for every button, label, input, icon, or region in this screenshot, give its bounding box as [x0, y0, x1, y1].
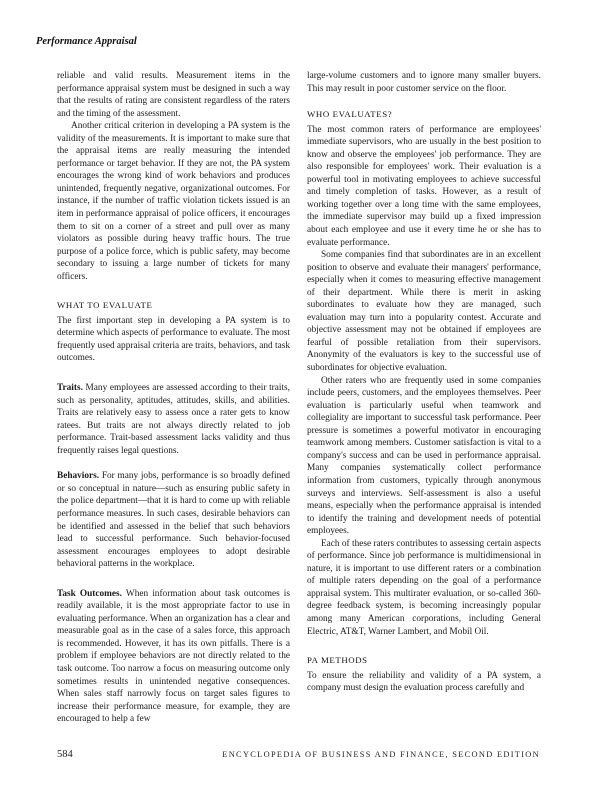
paragraph: The most common raters of performance are employees' immediate supervisors, who are usually in the best position to know and observe the employees' job performance. They are also responsible for employees' work. Their evaluation is a powerful tool in motivating employees to achieve successful and timely completion of tasks. However, as a result of working together over a long time with the same employees, the immediate supervisor may build up a fixed impression about each employee and use it every time he or she has to evaluate performance.: [307, 124, 541, 248]
paragraph: large-volume customers and to ignore many smaller buyers. This may result in poor customer service on the floor.: [307, 71, 541, 94]
section-heading-pa-methods: PA METHODS: [307, 655, 368, 666]
left-column: [57, 70, 290, 726]
paragraph: reliable and valid results. Measurement items in the performance appraisal system must be designed in such a way that the results of rating are consistent regardless of the raters and the timing of the assessment.: [57, 71, 290, 119]
paragraph: Each of these raters contributes to assessing certain aspects of performance. Since job performance is multidimensional in nature, it is important to use different raters or a combination of multiple raters depending on the goal of a performance appraisal system. This multirater evaluation, or so-called 360-degree feedback system, is becoming increasingly popular among many American corporations, including General Electric, AT&T, Warner Lambert, and Mobil Oil.: [307, 538, 541, 637]
section-heading-who-evaluates: WHO EVALUATES?: [307, 109, 393, 120]
task-outcomes-text: When information about task outcomes is readily available, it is the most appropriate factor to use in evaluating performance. When an organization has a clear and measurable goal as in the case of a sales force, this approach is recommended. However, it has its own pitfalls. There is a problem if employee behaviors are not directly related to the task outcome. Too narrow a focus on measuring outcome only sometimes results in unintended negative consequences. When sales staff narrowly focus on target sales figures to increase their performance measure, for example, they are encouraged to help a few: [57, 588, 290, 725]
running-head: Performance Appraisal: [36, 36, 137, 47]
paragraph: Other raters who are frequently used in some companies include peers, customers, and the employees themselves. Peer evaluation is particularly useful when teamwork and collegiality are important to successful task performance. Peer pressure is sometimes a powerful motivator in encouraging teamwork among members. Customer satisfaction is vital to a company's success and can be used in performance appraisal. Many companies systematically collect performance information from customers, typically through anonymous surveys and interviews. Self-assessment is also a useful means, especially when the performance appraisal is intended to identify the training and development needs of potential employees.: [307, 375, 541, 537]
paragraph: Another critical criterion in developing a PA system is the validity of the measurements. It is important to make sure that the appraisal items are really measuring the intended performance or target behavior. If they are not, the PA system encourages the wrong kind of work behaviors and produces unintended, frequently negative, organizational outcomes. For instance, if the number of traffic violation tickets issued is an item in performance appraisal of police officers, it encourages them to sit on a corner of a street and pull over as many violators as possible during heavy traffic hours. The true purpose of a police force, which is public safety, may become secondary to issuing a large number of tickets for many officers.: [57, 121, 290, 282]
behaviors-label: Behaviors.: [57, 471, 100, 482]
traits-paragraph: [57, 382, 290, 457]
traits-label: Traits.: [57, 383, 83, 394]
book-title: ENCYCLOPEDIA OF BUSINESS AND FINANCE, SECOND EDITION: [222, 750, 540, 759]
task-outcomes-label: Task Outcomes.: [57, 588, 122, 599]
paragraph: Some companies find that subordinates are in an excellent position to observe and evaluate their managers' performance, especially when it comes to measuring effective management of their department. While there is merit in asking subordinates to evaluate how they are managed, such evaluation may turn into a popularity contest. Accurate and objective assessment may not be obtained if employees are fearful of possible retaliation from their supervisors. Anonymity of the evaluators is key to the successful use of subordinates for objective evaluation.: [307, 250, 541, 374]
page-number: 584: [57, 749, 73, 760]
traits-text: Many employees are assessed according to their traits, such as personality, aptitudes, attitudes, skills, and abilities. Traits are relatively easy to assess once a rater gets to know ratees. But traits are not always directly related to job performance. Trait-based assessment lacks validity and thus frequently raises legal questions.: [57, 383, 290, 456]
behaviors-text: For many jobs, performance is so broadly defined or so conceptual in nature—such as ensuring public safety in the police department—that it is hard to come up with reliable performance measures. In such cases, desirable behaviors can be identified and assessed in the belief that such behaviors lead to successful performance. Such behavior-focused assessment encourages employees to adopt desirable behavioral patterns in the workplace.: [57, 471, 290, 570]
right-column: [307, 70, 541, 695]
paragraph: The first important step in developing a PA system is to determine which aspects of performance to evaluate. The most frequently used appraisal criteria are traits, behaviors, and task outcomes.: [57, 315, 290, 364]
paragraph: To ensure the reliability and validity of a PA system, a company must design the evaluation process carefully and: [307, 670, 541, 694]
section-heading-what-to-evaluate: WHAT TO EVALUATE: [57, 300, 153, 311]
task-outcomes-paragraph: [57, 588, 290, 726]
behaviors-paragraph: [57, 470, 290, 570]
